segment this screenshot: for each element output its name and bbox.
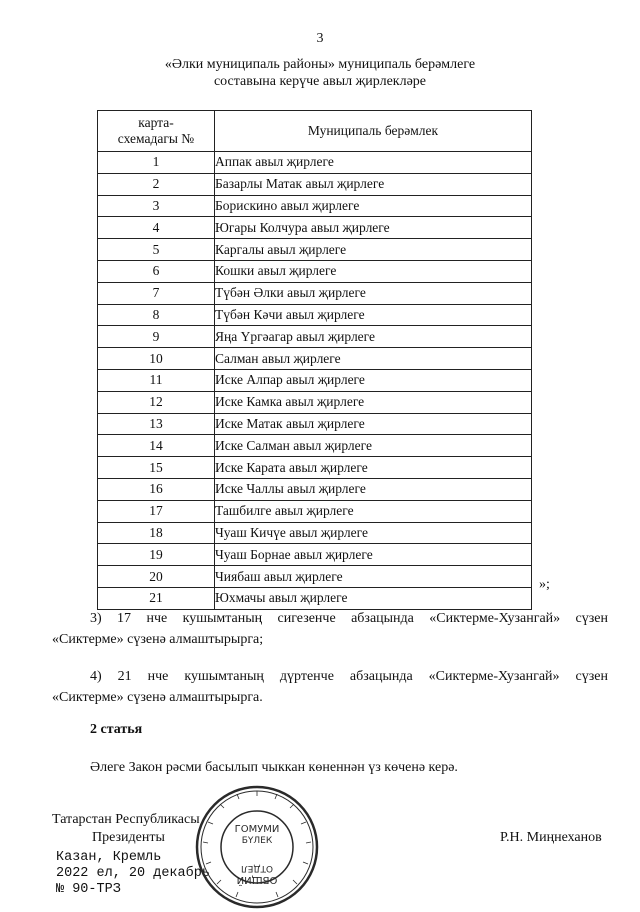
row-map-number: 13: [98, 413, 215, 435]
row-municipality-name: Борискино авыл җирлеге: [215, 195, 532, 217]
paragraph-4: [52, 666, 608, 708]
row-municipality-name: Яңа Үргәагар авыл җирлеге: [215, 326, 532, 348]
table-row: [98, 239, 532, 261]
header-map-number-line-1: карта-: [138, 115, 174, 130]
seal-line-3: ОТДЕЛ: [240, 863, 274, 873]
row-map-number: 21: [98, 587, 215, 609]
row-municipality-name: Югары Колчура авыл җирлеге: [215, 217, 532, 239]
header-map-number-line-2: схемадагы №: [117, 131, 195, 146]
row-municipality-name: Чиябаш авыл җирлеге: [215, 566, 532, 588]
enactment-clause: Әлеге Закон рәсми басылып чыккан көненнән үз көченә керә.: [90, 760, 458, 775]
table-header-row: [98, 111, 532, 152]
table-row: [98, 391, 532, 413]
row-map-number: 10: [98, 348, 215, 370]
table-end-mark: »;: [539, 577, 550, 592]
row-municipality-name: Базарлы Матак авыл җирлеге: [215, 173, 532, 195]
row-municipality-name: Түбән Әлки авыл җирлеге: [215, 282, 532, 304]
page-number: 3: [316, 31, 324, 46]
table-row: [98, 260, 532, 282]
row-map-number: 9: [98, 326, 215, 348]
signature-position-line-2: Президенты: [92, 830, 165, 845]
row-municipality-name: Каргалы авыл җирлеге: [215, 239, 532, 261]
paragraph-3-line-1: 3) 17 нче кушымтаның сигезенче абзацында «Сиктерме-Хузангай» сүзен: [90, 611, 608, 626]
row-map-number: 14: [98, 435, 215, 457]
table-row: [98, 369, 532, 391]
row-map-number: 20: [98, 566, 215, 588]
paragraph-4-line-2: «Сиктерме» сүзенә алмаштырырга.: [52, 690, 263, 705]
table-row: [98, 326, 532, 348]
row-municipality-name: Чуаш Борнае авыл җирлеге: [215, 544, 532, 566]
row-map-number: 15: [98, 457, 215, 479]
table-row: [98, 478, 532, 500]
footer-place: Казан, Кремль: [56, 850, 162, 865]
heading-line-1: «Әлки муниципаль районы» муниципаль берәмлеге: [164, 57, 476, 72]
table-row: [98, 304, 532, 326]
row-municipality-name: Аппак авыл җирлеге: [215, 152, 532, 174]
document-heading: [80, 56, 560, 90]
footer-number: № 90-ТРЗ: [56, 882, 121, 897]
row-map-number: 16: [98, 478, 215, 500]
article-title: 2 статья: [90, 722, 143, 737]
row-municipality-name: Кошки авыл җирлеге: [215, 260, 532, 282]
row-municipality-name: Иске Алпар авыл җирлеге: [215, 369, 532, 391]
municipalities-table: [97, 110, 532, 610]
table-row: [98, 282, 532, 304]
official-seal-stamp: [192, 782, 322, 912]
paragraph-3-line-2: «Сиктерме» сүзенә алмаштырырга;: [52, 632, 264, 647]
paragraph-3: [52, 608, 608, 650]
table-row: [98, 500, 532, 522]
row-map-number: 12: [98, 391, 215, 413]
seal-line-1: ГОМУМИ: [234, 824, 280, 835]
header-map-number: [98, 111, 215, 152]
row-municipality-name: Ташбилге авыл җирлеге: [215, 500, 532, 522]
table-row: [98, 522, 532, 544]
table-row: [98, 348, 532, 370]
row-municipality-name: Чуаш Кичүе авыл җирлеге: [215, 522, 532, 544]
table-row: [98, 435, 532, 457]
footer-date: 2022 ел, 20 декабрь: [56, 866, 210, 881]
table-row: [98, 152, 532, 174]
row-municipality-name: Иске Чаллы авыл җирлеге: [215, 478, 532, 500]
row-map-number: 17: [98, 500, 215, 522]
seal-line-4: ОБЩИЙ: [236, 874, 278, 885]
row-map-number: 1: [98, 152, 215, 174]
row-municipality-name: Юхмачы авыл җирлеге: [215, 587, 532, 609]
row-map-number: 7: [98, 282, 215, 304]
row-municipality-name: Салман авыл җирлеге: [215, 348, 532, 370]
table-row: [98, 587, 532, 609]
table-row: [98, 457, 532, 479]
table-row: [98, 566, 532, 588]
table-row: [98, 173, 532, 195]
table-row: [98, 217, 532, 239]
table-body: [98, 152, 532, 610]
row-municipality-name: Иске Камка авыл җирлеге: [215, 391, 532, 413]
row-map-number: 2: [98, 173, 215, 195]
heading-line-2: составына керүче авыл җирлекләре: [213, 74, 427, 89]
row-municipality-name: Иске Салман авыл җирлеге: [215, 435, 532, 457]
paragraph-4-line-1: 4) 21 нче кушымтаның дүртенче абзацында «Сиктерме-Хузангай» сүзен: [90, 669, 608, 684]
row-map-number: 5: [98, 239, 215, 261]
header-municipality: Муниципаль берәмлек: [215, 111, 532, 152]
row-map-number: 3: [98, 195, 215, 217]
seal-line-2: БҮЛЕК: [241, 836, 273, 846]
table-row: [98, 195, 532, 217]
row-municipality-name: Иске Матак авыл җирлеге: [215, 413, 532, 435]
signature-position-line-1: Татарстан Республикасы: [52, 812, 200, 827]
row-map-number: 11: [98, 369, 215, 391]
row-municipality-name: Иске Карата авыл җирлеге: [215, 457, 532, 479]
table-row: [98, 413, 532, 435]
table-row: [98, 544, 532, 566]
signatory-name: Р.Н. Миңнеханов: [500, 830, 602, 845]
row-municipality-name: Түбән Кәчи авыл җирлеге: [215, 304, 532, 326]
row-map-number: 4: [98, 217, 215, 239]
row-map-number: 18: [98, 522, 215, 544]
row-map-number: 8: [98, 304, 215, 326]
row-map-number: 6: [98, 260, 215, 282]
row-map-number: 19: [98, 544, 215, 566]
